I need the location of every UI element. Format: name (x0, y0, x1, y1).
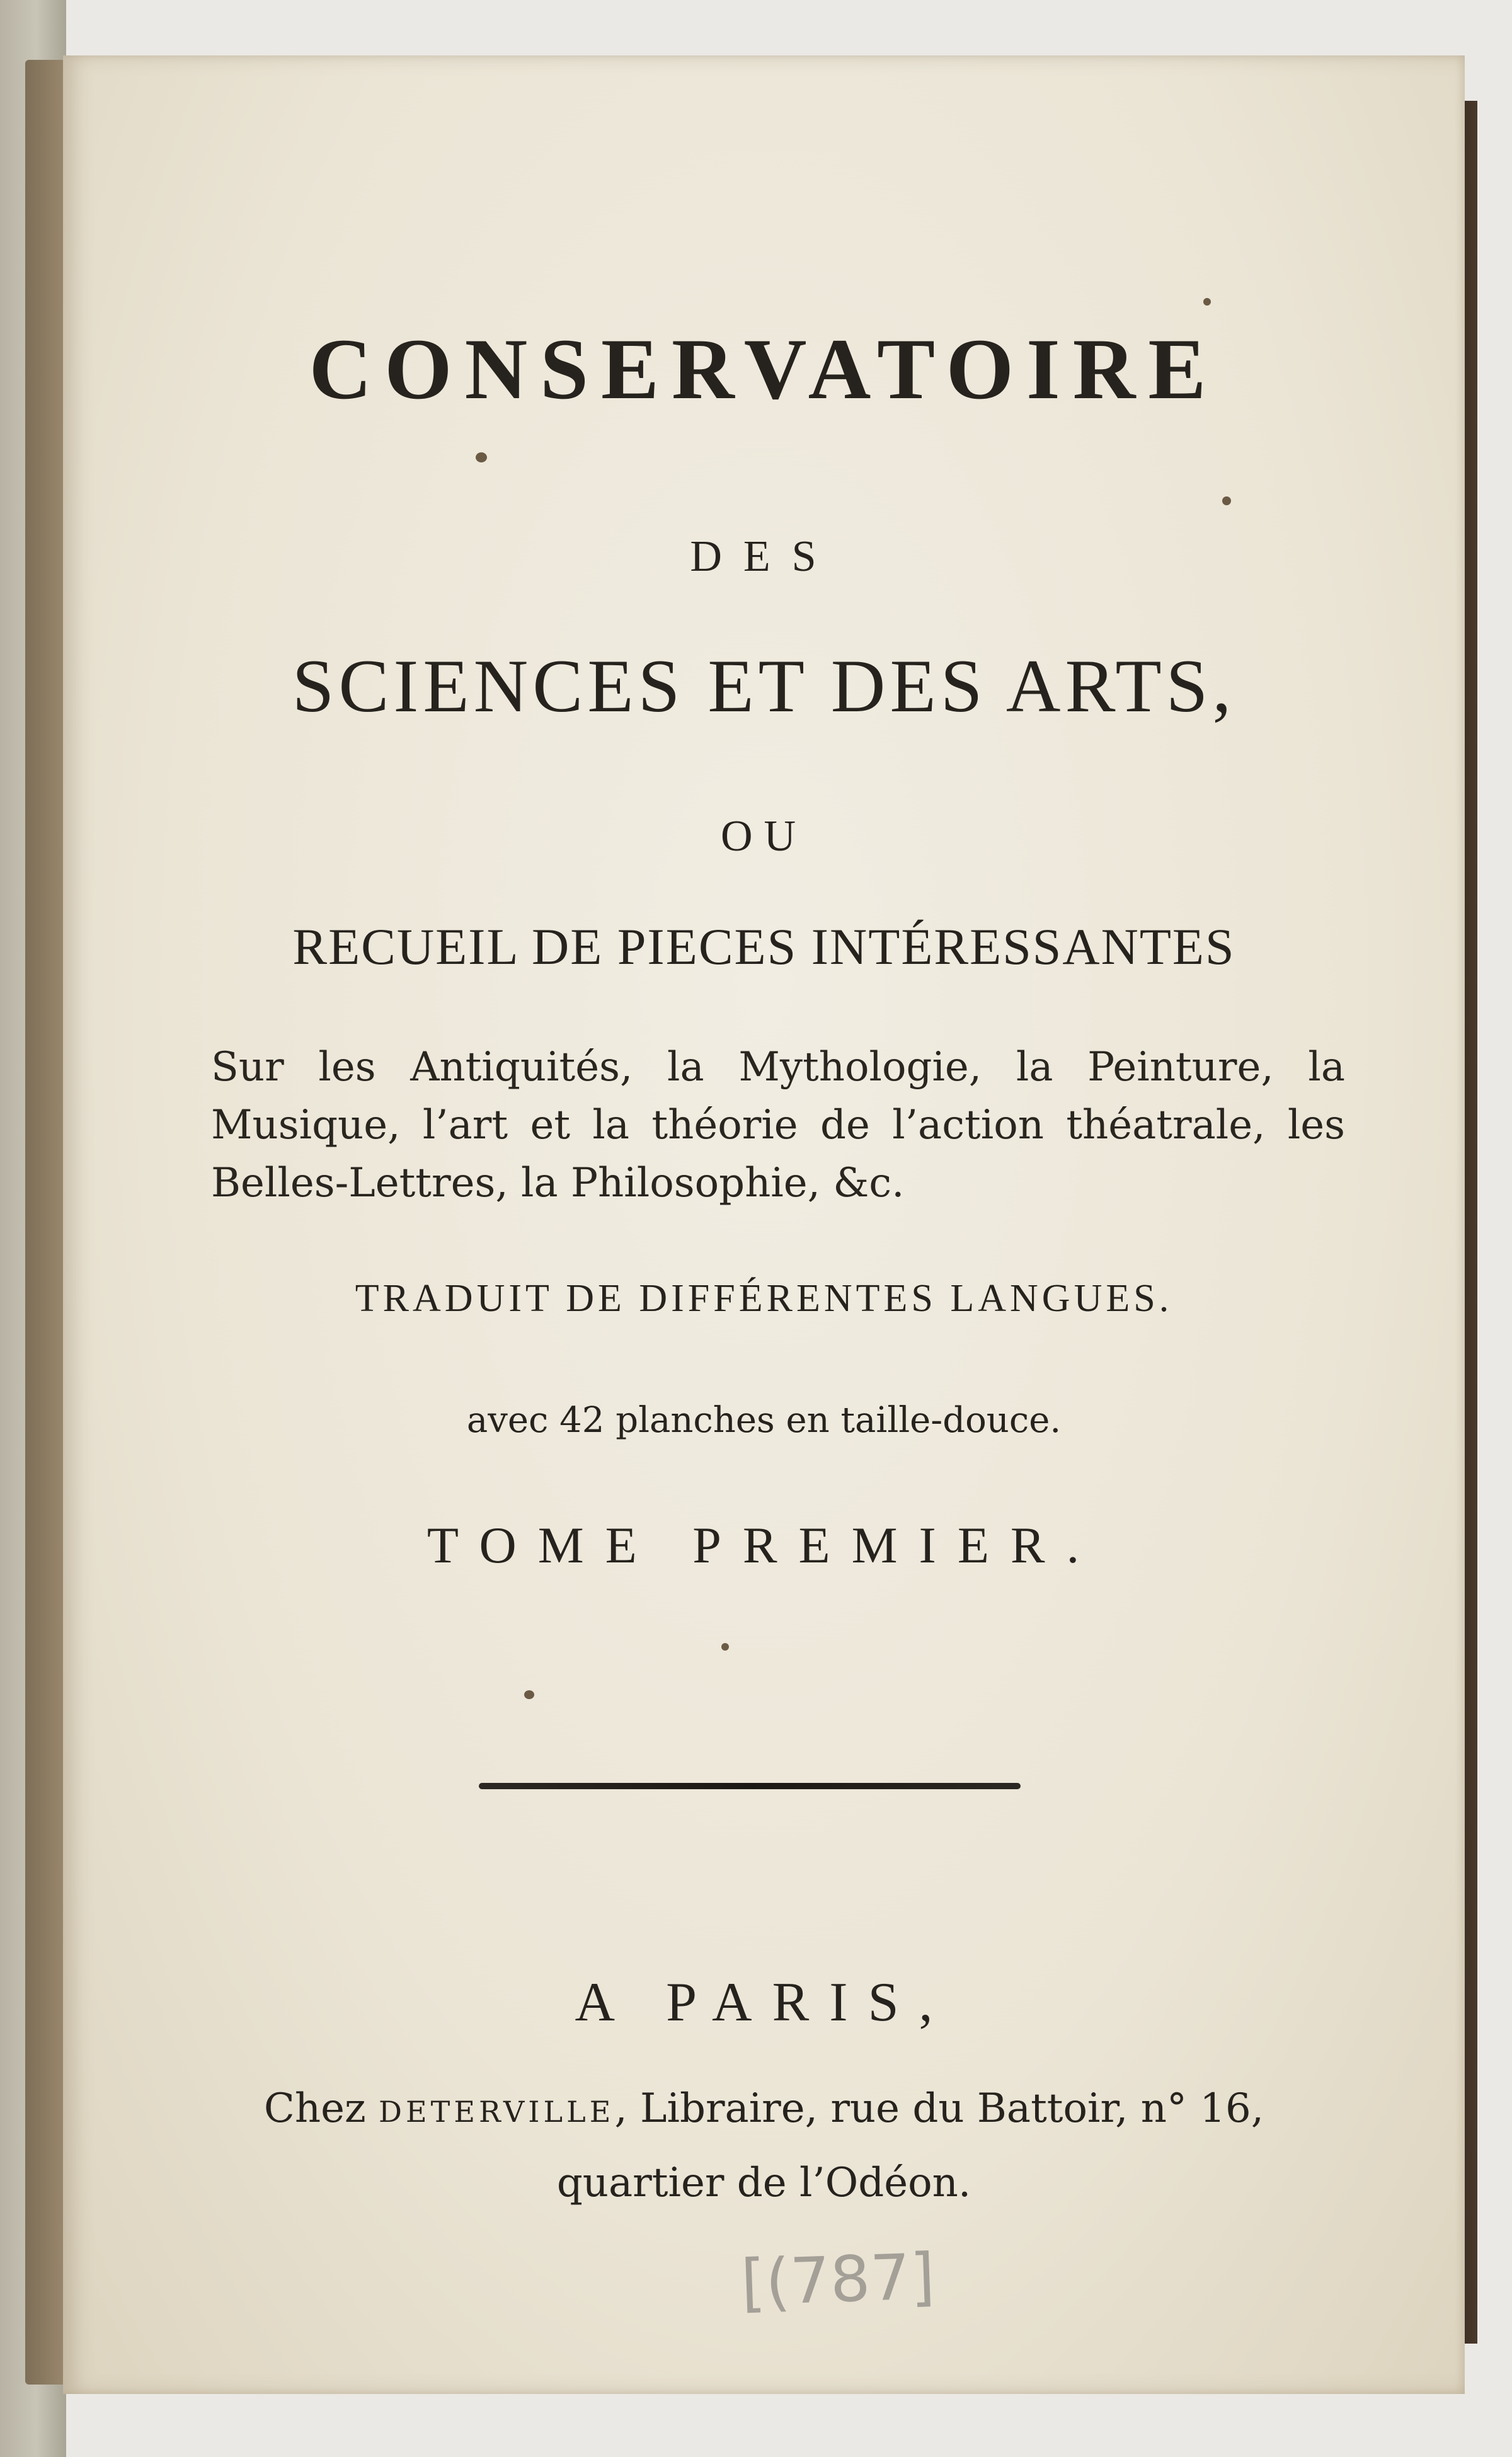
pencil-annotation: [(787] (740, 2239, 936, 2320)
imprint-district: quartier de l’Odéon. (556, 2160, 971, 2206)
title-des: DES (690, 532, 838, 581)
foxing-spot (1203, 298, 1211, 306)
title-page (63, 55, 1465, 2394)
topics-paragraph: Sur les Antiquités, la Mythologie, la Peinture, la Musique, l’art et la théorie de l’action théatrale, les Belles-Lettres, la Philosophie, &c. (211, 1044, 1345, 1206)
foxing-spot (1222, 496, 1231, 505)
imprint-city: A PARIS, (575, 1972, 953, 2033)
publisher-prefix: Chez (263, 2085, 366, 2132)
imprint-publisher (63, 2085, 1465, 2132)
translation-note: TRADUIT DE DIFFÉRENTES LANGUES. (355, 1277, 1173, 1320)
subtitle-recueil: RECUEIL DE PIECES INTÉRESSANTES (292, 918, 1235, 975)
title-subject: SCIENCES ET DES ARTS, (292, 644, 1236, 728)
title-ou: OU (720, 812, 808, 861)
foxing-spot (476, 452, 487, 462)
book-title: CONSERVATOIRE (309, 321, 1219, 417)
volume-label: TOME PREMIER. (427, 1516, 1101, 1574)
divider-rule (479, 1783, 1021, 1789)
publisher-details: , Libraire, rue du Battoir, n° 16, (614, 2085, 1264, 2132)
plates-note: avec 42 planches en taille-douce. (466, 1400, 1062, 1441)
foxing-spot (524, 1690, 534, 1699)
publisher-name: DETERVILLE (379, 2095, 615, 2129)
foxing-spot (721, 1643, 729, 1651)
